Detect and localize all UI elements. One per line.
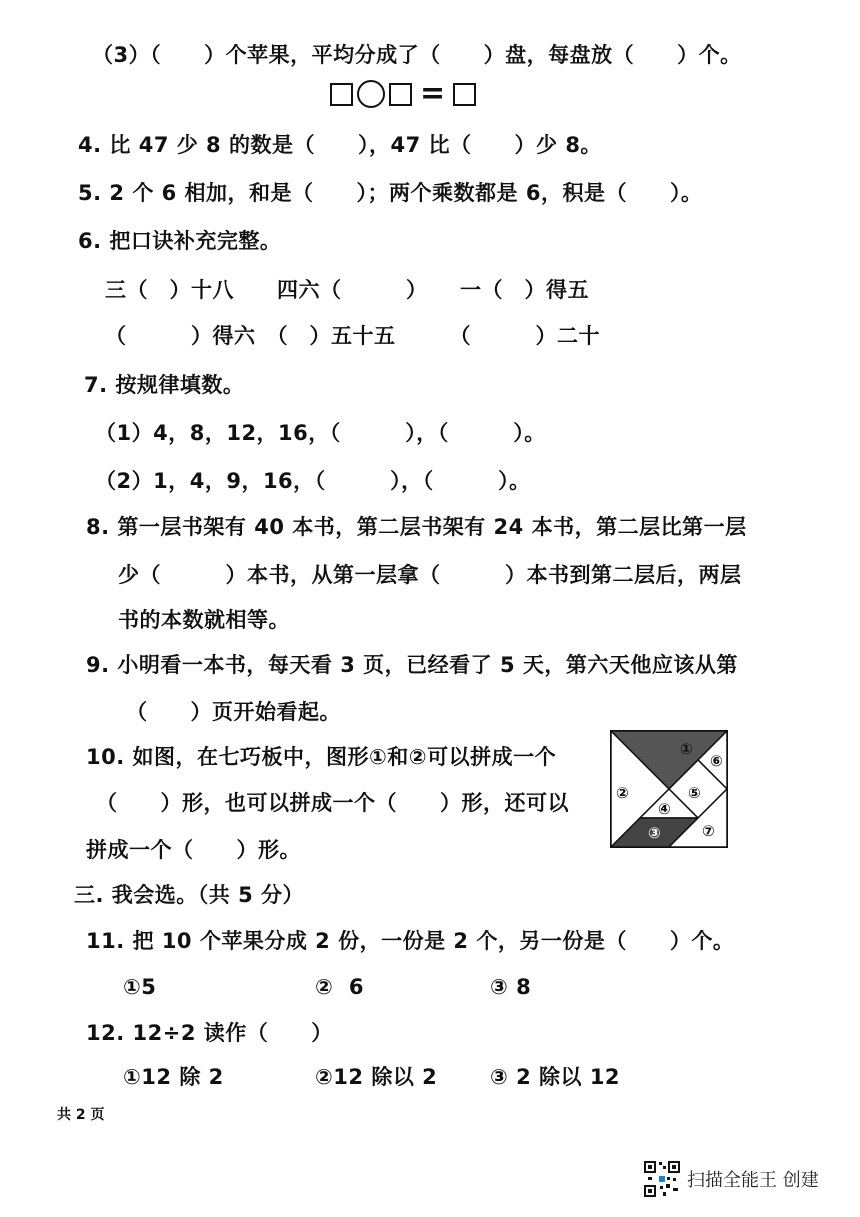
question-7-2: （2）1，4，9，16，（ ），（ ）。	[95, 469, 531, 493]
equation-box	[330, 83, 353, 106]
question-8-line-3: 书的本数就相等。	[118, 608, 290, 632]
question-9-line-2: （ ）页开始看起。	[126, 700, 341, 724]
question-11-option-2: ② 6	[315, 975, 365, 999]
question-12-option-1: ①12 除 2	[123, 1065, 224, 1089]
question-11-option-3: ③ 8	[490, 975, 532, 999]
question-8-line-2: 少（ ）本书，从第一层拿（ ）本书到第二层后，两层	[118, 563, 742, 587]
question-8-line-1: 8. 第一层书架有 40 本书，第二层书架有 24 本书，第二层比第一层	[86, 515, 747, 539]
question-6: 6. 把口诀补充完整。	[78, 229, 282, 253]
qr-code-icon	[643, 1160, 681, 1198]
watermark-text: 扫描全能王 创建	[687, 1170, 819, 1191]
equation-box	[453, 83, 476, 106]
question-10-line-1: 10. 如图，在七巧板中，图形①和②可以拼成一个	[86, 745, 557, 769]
question-10-line-2: （ ）形，也可以拼成一个（ ）形，还可以	[96, 791, 569, 815]
question-6-row-2: （ ）得六 （ ）五十五 （ ）二十	[105, 324, 600, 348]
question-5: 5. 2 个 6 相加，和是（ ）；两个乘数都是 6，积是（ ）。	[78, 181, 703, 205]
section-3-heading: 三. 我会选。（共 5 分）	[74, 883, 305, 907]
page-count: 共 2 页	[57, 1107, 105, 1123]
equals-sign: =	[420, 76, 446, 111]
question-11: 11. 把 10 个苹果分成 2 份，一份是 2 个，另一份是（ ）个。	[86, 929, 735, 953]
tangram-label: ②	[616, 784, 629, 802]
scanner-watermark	[643, 1160, 819, 1198]
question-10-line-3: 拼成一个（ ）形。	[86, 838, 301, 862]
question-12-option-2: ②12 除以 2	[315, 1065, 438, 1089]
question-12: 12. 12÷2 读作（ ）	[86, 1021, 333, 1045]
question-11-option-1: ①5	[123, 975, 157, 999]
tangram-label: ③	[648, 824, 661, 842]
question-7-1: （1）4，8，12，16，（ ），（ ）。	[95, 421, 546, 445]
question-3-3: （3）（ ）个苹果，平均分成了（ ）盘，每盘放（ ）个。	[92, 43, 742, 67]
tangram-label: ⑦	[702, 822, 715, 840]
question-9-line-1: 9. 小明看一本书，每天看 3 页，已经看了 5 天，第六天他应该从第	[86, 653, 738, 677]
tangram-label: ①	[680, 740, 693, 758]
tangram-label: ⑥	[710, 752, 723, 770]
equation-template	[330, 76, 476, 111]
question-4: 4. 比 47 少 8 的数是（ ），47 比（ ）少 8。	[78, 133, 602, 157]
tangram-figure	[610, 730, 728, 848]
question-7: 7. 按规律填数。	[84, 373, 245, 397]
equation-operator-circle	[357, 80, 385, 108]
tangram-label: ④	[658, 800, 671, 818]
question-6-row-1: 三（ ）十八 四六（ ） 一（ ）得五	[105, 278, 589, 302]
question-12-option-3: ③ 2 除以 12	[490, 1065, 621, 1089]
tangram-label: ⑤	[688, 784, 701, 802]
equation-box	[389, 83, 412, 106]
